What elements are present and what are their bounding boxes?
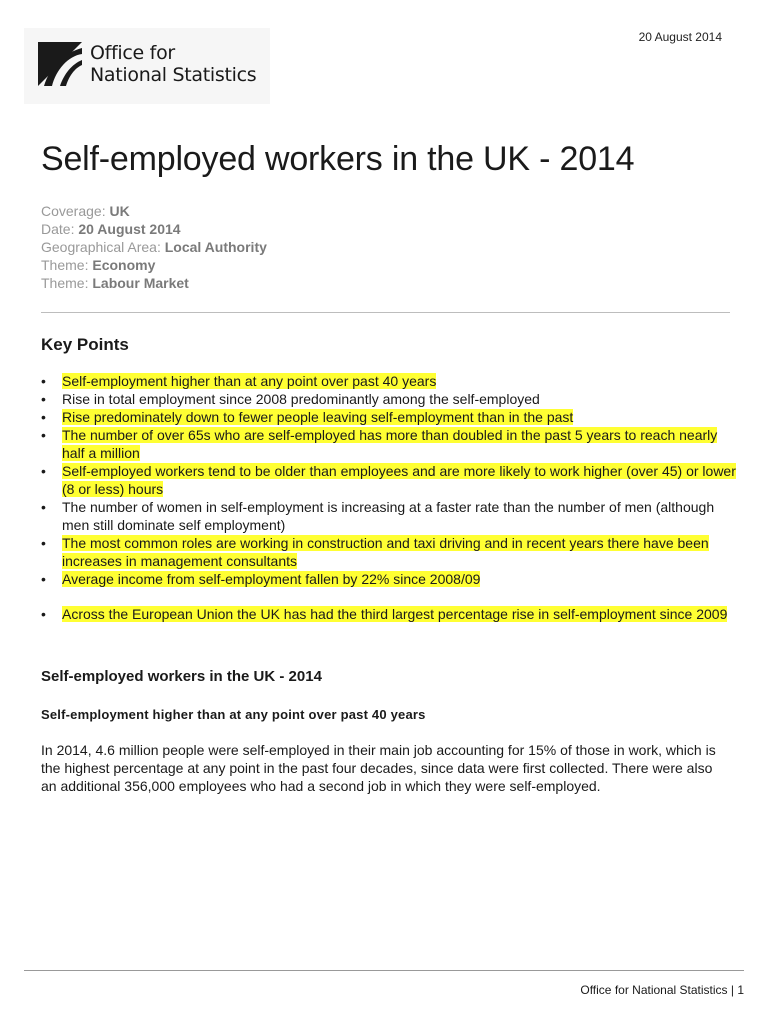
bullet-icon: • [41, 427, 46, 443]
divider [41, 312, 730, 313]
ons-logo-icon [38, 42, 82, 86]
meta-value: Economy [92, 257, 156, 273]
logo-line-2: National Statistics [90, 64, 257, 86]
key-point-text: Across the European Union the UK has had the third largest percentage rise in self-employment since 2009 [62, 606, 728, 622]
section-heading: Self-employed workers in the UK - 2014 [41, 668, 322, 685]
meta-theme-economy [41, 256, 267, 274]
list-item [41, 570, 736, 588]
page-footer: Office for National Statistics | 1 [580, 983, 744, 997]
meta-geographical-area [41, 238, 267, 256]
key-point-text: Rise in total employment since 2008 predominantly among the self-employed [62, 391, 540, 407]
meta-key: Theme: [41, 275, 89, 291]
meta-coverage [41, 202, 267, 220]
meta-value: Labour Market [92, 275, 189, 291]
list-item [41, 462, 736, 498]
body-paragraph: In 2014, 4.6 million people were self-employed in their main job accounting for 15% of those in work, which is the highest percentage at any point in the past four decades, since data were first collected. There were also an additional 356,000 employees who had a second job in which they were self-employed. [41, 742, 716, 794]
section-subheading: Self-employment higher than at any point over past 40 years [41, 707, 426, 722]
list-item [41, 390, 736, 408]
key-point-text: The most common roles are working in construction and taxi driving and in recent years there have been increases in management consultants [62, 535, 709, 569]
bullet-icon: • [41, 606, 46, 622]
key-point-text: Self-employed workers tend to be older than employees and are more likely to work higher (over 45) or lower (8 or less) hours [62, 463, 736, 497]
meta-value: Local Authority [164, 239, 267, 255]
footer-divider [24, 970, 744, 971]
bullet-icon: • [41, 373, 46, 389]
list-item [41, 605, 736, 623]
key-point-text: The number of over 65s who are self-employed has more than doubled in the past 5 years to reach nearly half a million [62, 427, 718, 461]
meta-key: Geographical Area: [41, 239, 161, 255]
list-item [41, 498, 736, 534]
key-point-text: Rise predominately down to fewer people leaving self-employment than in the past [62, 409, 574, 425]
meta-key: Theme: [41, 257, 89, 273]
bullet-icon: • [41, 391, 46, 407]
list-item [41, 372, 736, 390]
ons-logo [24, 28, 270, 104]
logo-line-1: Office for [90, 42, 175, 64]
meta-theme-labour-market [41, 274, 267, 292]
key-point-text: Self-employment higher than at any point over past 40 years [62, 373, 437, 389]
metadata-block [41, 202, 267, 292]
logo-wordmark [90, 42, 256, 86]
bullet-icon: • [41, 409, 46, 425]
meta-value: 20 August 2014 [78, 221, 181, 237]
meta-date [41, 220, 267, 238]
bullet-icon: • [41, 535, 46, 551]
meta-key: Coverage: [41, 203, 106, 219]
meta-key: Date: [41, 221, 75, 237]
key-points-heading: Key Points [41, 335, 129, 354]
bullet-icon: • [41, 463, 46, 479]
bullet-icon: • [41, 499, 46, 515]
key-point-text: Average income from self-employment fallen by 22% since 2008/09 [62, 571, 481, 587]
page-title: Self-employed workers in the UK - 2014 [41, 140, 635, 178]
key-points-list [41, 372, 736, 623]
key-point-text: The number of women in self-employment is increasing at a faster rate than the number of men (although men still dominate self employment) [62, 499, 715, 533]
bullet-icon: • [41, 571, 46, 587]
meta-value: UK [109, 203, 130, 219]
list-item [41, 426, 736, 462]
list-item [41, 534, 736, 570]
publication-date: 20 August 2014 [638, 30, 722, 44]
list-item [41, 408, 736, 426]
